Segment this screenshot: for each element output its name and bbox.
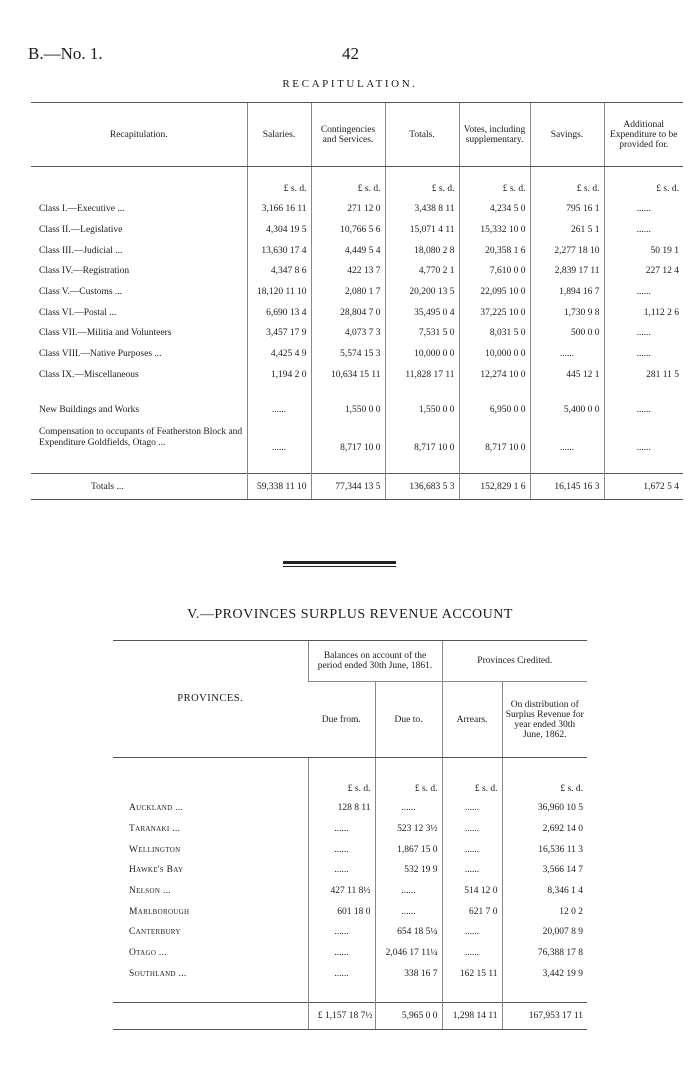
province-label: Canterbury (129, 927, 181, 938)
province-label: Taranaki ... (129, 824, 181, 835)
due-from-total: £ 1,157 18 7½ (308, 1003, 375, 1030)
table-row (113, 901, 587, 922)
arrears-cell: 514 12 0 (442, 881, 502, 902)
totals-cell: 8,717 10 0 (385, 423, 459, 457)
additional-cell: ...... (604, 423, 683, 457)
due-from-cell: 601 18 0 (308, 901, 375, 922)
distribution-cell: 12 0 2 (502, 901, 587, 922)
totals-cell: 10,000 0 0 (385, 344, 459, 365)
votes-cell: 20,358 1 6 (459, 240, 530, 261)
salaries-cell: 4,425 4 9 (247, 344, 311, 365)
arrears-cell: ...... (442, 819, 502, 840)
contingencies-cell: 4,449 5 4 (311, 240, 385, 261)
due-to-cell: 532 19 9 (375, 860, 442, 881)
votes-cell: 6,950 0 0 (459, 397, 530, 423)
due-to-cell: 2,046 17 11¼ (375, 943, 442, 964)
salaries-cell: 6,690 13 4 (247, 302, 311, 323)
contingencies-cell: 422 13 7 (311, 261, 385, 282)
distribution-cell: 2,692 14 0 (502, 819, 587, 840)
due-to-total: 5,965 0 0 (375, 1003, 442, 1030)
totals-cell: 35,495 0 4 (385, 302, 459, 323)
units-label: £ s. d. (385, 179, 459, 199)
due-from-cell: ...... (308, 839, 375, 860)
due-from-cell: 427 11 8½ (308, 881, 375, 902)
due-from-cell: ...... (308, 943, 375, 964)
column-header-due-to: Due to. (375, 682, 442, 758)
column-header-savings: Savings. (530, 103, 604, 167)
additional-cell: 1,112 2 6 (604, 302, 683, 323)
votes-cell: 15,332 10 0 (459, 220, 530, 241)
section-divider (283, 566, 396, 567)
votes-cell: 37,225 10 0 (459, 302, 530, 323)
table-row (31, 344, 683, 365)
row-label: Class VI.—Postal ... (39, 307, 117, 318)
arrears-cell: 162 15 11 (442, 964, 502, 985)
units-label: £ s. d. (530, 179, 604, 199)
salaries-cell: ...... (247, 397, 311, 423)
row-label: Class VII.—Militia and Volunteers (39, 328, 172, 339)
savings-cell: 500 0 0 (530, 323, 604, 344)
row-label: Class I.—Executive ... (39, 204, 125, 215)
totals-cell: 7,531 5 0 (385, 323, 459, 344)
column-header-contingencies: Contingencies and Services. (311, 103, 385, 167)
units-label: £ s. d. (604, 179, 683, 199)
salaries-cell: 59,338 11 10 (247, 474, 311, 500)
row-label: Class V.—Customs ... (39, 287, 123, 298)
votes-cell: 8,717 10 0 (459, 423, 530, 457)
totals-cell: 4,770 2 1 (385, 261, 459, 282)
province-label: Otago ... (129, 948, 167, 959)
units-row (113, 758, 587, 799)
savings-cell: 5,400 0 0 (530, 397, 604, 423)
distribution-cell: 20,007 8 9 (502, 922, 587, 943)
column-header-votes: Votes, including supplementary. (459, 103, 530, 167)
arrears-cell: ...... (442, 839, 502, 860)
salaries-cell: ...... (247, 423, 311, 457)
column-header-provinces: PROVINCES. (113, 641, 308, 758)
arrears-cell: ...... (442, 943, 502, 964)
table-row (113, 943, 587, 964)
due-to-cell: 654 18 5¼ (375, 922, 442, 943)
province-label: Hawke's Bay (129, 865, 184, 876)
additional-cell: ...... (604, 282, 683, 303)
contingencies-cell: 77,344 13 5 (311, 474, 385, 500)
due-to-cell: 338 16 7 (375, 964, 442, 985)
contingencies-cell: 4,073 7 3 (311, 323, 385, 344)
additional-cell: 227 12 4 (604, 261, 683, 282)
provinces-table (113, 640, 587, 1030)
additional-cell: ...... (604, 344, 683, 365)
due-from-cell: 128 8 11 (308, 798, 375, 819)
units-label: £ s. d. (311, 179, 385, 199)
section-divider (283, 561, 396, 564)
salaries-cell: 3,166 16 11 (247, 199, 311, 220)
votes-cell: 152,829 1 6 (459, 474, 530, 500)
table-row (31, 397, 683, 423)
contingencies-cell: 10,766 5 6 (311, 220, 385, 241)
contingencies-cell: 271 12 0 (311, 199, 385, 220)
table-row (113, 839, 587, 860)
row-label: Class VIII.—Native Purposes ... (39, 349, 162, 360)
row-label: Totals ... (31, 474, 247, 500)
contingencies-cell: 8,717 10 0 (311, 423, 385, 457)
provinces-title: V.—PROVINCES SURPLUS REVENUE ACCOUNT (187, 607, 513, 622)
table-row (113, 881, 587, 902)
votes-cell: 10,000 0 0 (459, 344, 530, 365)
row-label: Class IV.—Registration (39, 266, 130, 277)
savings-cell: 795 16 1 (530, 199, 604, 220)
column-header-arrears: Arrears. (442, 682, 502, 758)
table-row (31, 261, 683, 282)
additional-cell: ...... (604, 323, 683, 344)
totals-cell: 136,683 5 3 (385, 474, 459, 500)
additional-cell: ...... (604, 199, 683, 220)
units-label: £ s. d. (375, 758, 442, 799)
table-row (31, 323, 683, 344)
votes-cell: 7,610 0 0 (459, 261, 530, 282)
totals-row (31, 474, 683, 500)
totals-cell: 18,080 2 8 (385, 240, 459, 261)
arrears-cell: ...... (442, 860, 502, 881)
units-row (31, 179, 683, 199)
table-row (31, 302, 683, 323)
due-to-cell: ...... (375, 901, 442, 922)
column-header-salaries: Salaries. (247, 103, 311, 167)
column-header-due-from: Due from. (308, 682, 375, 758)
due-from-cell: ...... (308, 819, 375, 840)
column-header-totals: Totals. (385, 103, 459, 167)
page-number: 42 (342, 44, 359, 63)
contingencies-cell: 5,574 15 3 (311, 344, 385, 365)
votes-cell: 4,234 5 0 (459, 199, 530, 220)
additional-cell: 281 11 5 (604, 365, 683, 386)
province-label: Wellington (129, 844, 181, 855)
additional-cell: 50 19 1 (604, 240, 683, 261)
due-from-cell: ...... (308, 964, 375, 985)
units-label: £ s. d. (247, 179, 311, 199)
province-label: Southland ... (129, 968, 187, 979)
row-label: New Buildings and Works (39, 405, 140, 416)
salaries-cell: 3,457 17 9 (247, 323, 311, 344)
contingencies-cell: 10,634 15 11 (311, 365, 385, 386)
savings-cell: 445 12 1 (530, 365, 604, 386)
salaries-cell: 4,347 8 6 (247, 261, 311, 282)
arrears-cell: ...... (442, 798, 502, 819)
totals-cell: 11,828 17 11 (385, 365, 459, 386)
distribution-cell: 76,388 17 8 (502, 943, 587, 964)
row-label: Class III.—Judicial ... (39, 245, 123, 256)
votes-cell: 22,095 10 0 (459, 282, 530, 303)
table-row (31, 282, 683, 303)
votes-cell: 12,274 10 0 (459, 365, 530, 386)
savings-cell: 2,277 18 10 (530, 240, 604, 261)
distribution-cell: 3,442 19 9 (502, 964, 587, 985)
savings-cell: 1,730 9 8 (530, 302, 604, 323)
table-row (113, 922, 587, 943)
column-group-balances: Balances on account of the period ended 30th June, 1861. (308, 641, 442, 682)
additional-cell: ...... (604, 220, 683, 241)
units-label: £ s. d. (459, 179, 530, 199)
table-row (31, 423, 683, 457)
savings-cell: 16,145 16 3 (530, 474, 604, 500)
row-label: Class IX.—Miscellaneous (39, 369, 139, 380)
due-from-cell: ...... (308, 922, 375, 943)
table-row (31, 199, 683, 220)
row-label: Compensation to occupants of Featherston Block and Expenditure Goldfields, Otago ... (39, 427, 243, 449)
distribution-cell: 8,346 1 4 (502, 881, 587, 902)
savings-cell: 2,839 17 11 (530, 261, 604, 282)
table-row (113, 860, 587, 881)
distribution-total: 167,953 17 11 (502, 1003, 587, 1030)
province-label: Nelson ... (129, 886, 171, 897)
arrears-cell: ...... (442, 922, 502, 943)
table-row (113, 819, 587, 840)
recapitulation-title: RECAPITULATION. (282, 78, 418, 90)
column-header-additional: Additional Expenditure to be provided for. (604, 103, 683, 167)
column-group-credited: Provinces Credited. (442, 641, 587, 682)
units-label: £ s. d. (308, 758, 375, 799)
salaries-cell: 4,304 19 5 (247, 220, 311, 241)
totals-cell: 15,071 4 11 (385, 220, 459, 241)
table-row (31, 220, 683, 241)
due-to-cell: 523 12 3½ (375, 819, 442, 840)
arrears-total: 1,298 14 11 (442, 1003, 502, 1030)
contingencies-cell: 2,080 1 7 (311, 282, 385, 303)
salaries-cell: 18,120 11 10 (247, 282, 311, 303)
savings-cell: 261 5 1 (530, 220, 604, 241)
table-header-row (31, 103, 683, 167)
table-row (31, 240, 683, 261)
due-to-cell: 1,867 15 0 (375, 839, 442, 860)
totals-cell: 3,438 8 11 (385, 199, 459, 220)
totals-row (113, 1003, 587, 1030)
province-label: Marlborough (129, 906, 190, 917)
column-header-distribution: On distribution of Surplus Revenue for year ended 30th June, 1862. (502, 682, 587, 758)
distribution-cell: 36,960 10 5 (502, 798, 587, 819)
savings-cell: ...... (530, 423, 604, 457)
table-header-row (113, 641, 587, 682)
due-to-cell: ...... (375, 798, 442, 819)
due-to-cell: ...... (375, 881, 442, 902)
table-row (113, 798, 587, 819)
document-reference: B.—No. 1. (28, 44, 103, 63)
province-label: Auckland ... (129, 803, 184, 814)
savings-cell: ...... (530, 344, 604, 365)
contingencies-cell: 28,804 7 0 (311, 302, 385, 323)
units-label: £ s. d. (442, 758, 502, 799)
recapitulation-table (31, 102, 683, 500)
arrears-cell: 621 7 0 (442, 901, 502, 922)
distribution-cell: 3,566 14 7 (502, 860, 587, 881)
totals-cell: 1,550 0 0 (385, 397, 459, 423)
votes-cell: 8,031 5 0 (459, 323, 530, 344)
salaries-cell: 13,630 17 4 (247, 240, 311, 261)
due-from-cell: ...... (308, 860, 375, 881)
row-label: Class II.—Legislative (39, 225, 123, 236)
savings-cell: 1,894 16 7 (530, 282, 604, 303)
table-row (113, 964, 587, 985)
contingencies-cell: 1,550 0 0 (311, 397, 385, 423)
distribution-cell: 16,536 11 3 (502, 839, 587, 860)
totals-cell: 20,200 13 5 (385, 282, 459, 303)
table-row (31, 365, 683, 386)
units-label: £ s. d. (502, 758, 587, 799)
salaries-cell: 1,194 2 0 (247, 365, 311, 386)
column-header-recapitulation: Recapitulation. (31, 103, 247, 167)
additional-cell: 1,672 5 4 (604, 474, 683, 500)
additional-cell: ...... (604, 397, 683, 423)
